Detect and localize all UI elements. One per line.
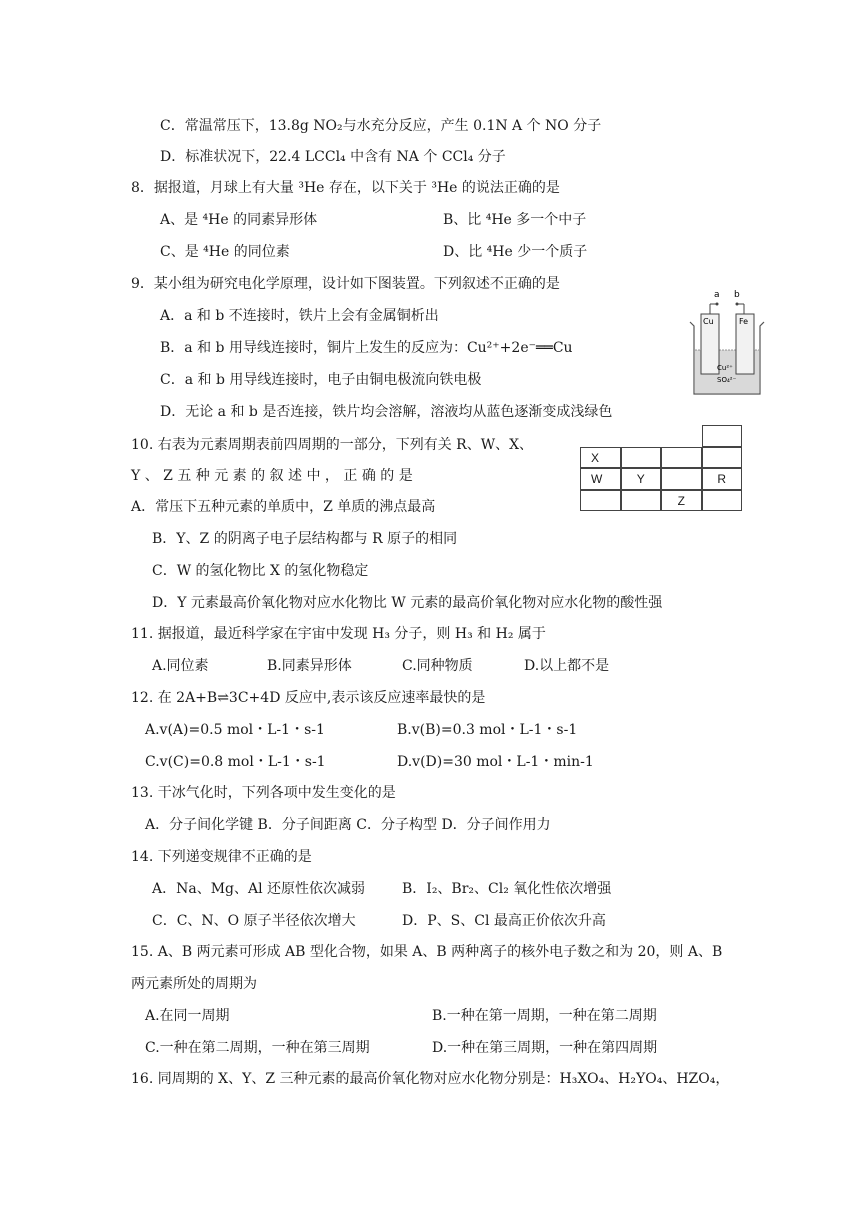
electrochemical-cell-diagram xyxy=(684,284,768,398)
q9-option-a: A．a 和 b 不连接时，铁片上会有金属铜析出 xyxy=(160,308,439,324)
q9-option-b: B．a 和 b 用导线连接时，铜片上发生的反应为：Cu²⁺+2e⁻══Cu xyxy=(160,340,573,356)
q7-option-c: C．常温常压下，13.8g NO₂与水充分反应，产生 0.1N A 个 NO 分子 xyxy=(160,118,602,134)
q8-option-b: B、比 ⁴He 多一个中子 xyxy=(443,212,587,228)
periodic-table-fragment xyxy=(580,425,742,511)
q8-option-a: A、是 ⁴He 的同素异形体 xyxy=(160,212,318,228)
q14-option-d: D．P、S、Cl 最高正价依次升高 xyxy=(402,913,606,929)
q15-option-c: C.一种在第二周期，一种在第三周期 xyxy=(145,1040,370,1056)
table-cell-w: W xyxy=(580,468,621,490)
q14-stem: 14. 下列递变规律不正确的是 xyxy=(131,849,312,865)
table-cell-empty xyxy=(580,490,621,512)
q11-option-d: D.以上都不是 xyxy=(524,658,610,674)
q13-stem: 13. 干冰气化时，下列各项中发生变化的是 xyxy=(131,785,396,801)
q10-stem-line1: 10. 右表为元素周期表前四周期的一部分，下列有关 R、W、X、 xyxy=(131,437,534,453)
table-cell-y: Y xyxy=(621,468,662,490)
q15-option-b: B.一种在第一周期，一种在第二周期 xyxy=(432,1008,657,1024)
table-cell-r: R xyxy=(702,468,743,490)
q16-stem: 16. 同周期的 X、Y、Z 三种元素的最高价氧化物对应水化物分别是：H₃XO₄、H₂YO₄、HZO₄， xyxy=(131,1071,730,1087)
table-cell-empty xyxy=(702,425,743,447)
q8-option-c: C、是 ⁴He 的同位素 xyxy=(160,244,290,260)
terminal-b-label: b xyxy=(734,290,740,300)
q10-option-a: A．常压下五种元素的单质中，Z 单质的沸点最高 xyxy=(131,499,436,515)
iron-electrode-label: Fe xyxy=(739,317,749,326)
q11-option-b: B.同素异形体 xyxy=(267,658,352,674)
q10-option-d: D．Y 元素最高价氧化物对应水化物比 W 元素的最高价氧化物对应水化物的酸性强 xyxy=(152,595,663,611)
table-cell-empty xyxy=(661,468,702,490)
q15-option-a: A.在同一周期 xyxy=(145,1008,230,1024)
table-cell-x: X xyxy=(580,447,621,469)
q15-option-d: D.一种在第三周期，一种在第四周期 xyxy=(432,1040,658,1056)
table-cell-empty xyxy=(621,447,662,469)
sulfate-ion-label: SO₄²⁻ xyxy=(717,376,737,384)
q8-stem: 8．据报道，月球上有大量 ³He 存在，以下关于 ³He 的说法正确的是 xyxy=(131,180,560,196)
table-cell-empty xyxy=(702,447,743,469)
q15-stem-line2: 两元素所处的周期为 xyxy=(131,976,257,992)
q11-stem: 11. 据报道，最近科学家在宇宙中发现 H₃ 分子，则 H₃ 和 H₂ 属于 xyxy=(131,626,546,642)
copper-electrode-label: Cu xyxy=(703,317,714,326)
q12-option-d: D.v(D)=30 mol・L-1・min-1 xyxy=(397,754,594,770)
q10-stem-line2: Y 、 Z 五 种 元 素 的 叙 述 中 ， 正 确 的 是 xyxy=(131,468,413,484)
q8-option-d: D、比 ⁴He 少一个质子 xyxy=(443,244,588,260)
q10-option-c: C．W 的氢化物比 X 的氢化物稳定 xyxy=(152,563,369,579)
q14-option-c: C．C、N、O 原子半径依次增大 xyxy=(152,913,356,929)
q9-option-d: D．无论 a 和 b 是否连接，铁片均会溶解，溶液均从蓝色逐渐变成浅绿色 xyxy=(160,404,613,420)
q12-stem: 12. 在 2A+B⇌3C+4D 反应中,表示该反应速率最快的是 xyxy=(131,690,486,706)
q7-option-d: D．标准状况下，22.4 LCCl₄ 中含有 NA 个 CCl₄ 分子 xyxy=(160,149,506,165)
q14-option-a: A．Na、Mg、Al 还原性依次减弱 xyxy=(152,881,366,897)
q9-stem: 9．某小组为研究电化学原理，设计如下图装置。下列叙述不正确的是 xyxy=(131,276,560,292)
q14-option-b: B．I₂、Br₂、Cl₂ 氧化性依次增强 xyxy=(402,881,612,897)
q12-option-b: B.v(B)=0.3 mol・L-1・s-1 xyxy=(397,722,578,738)
table-cell-empty xyxy=(621,490,662,512)
q9-option-c: C．a 和 b 用导线连接时，电子由铜电极流向铁电极 xyxy=(160,372,482,388)
q10-option-b: B．Y、Z 的阴离子电子层结构都与 R 原子的相同 xyxy=(152,531,458,547)
table-cell-empty xyxy=(702,490,743,512)
copper-ion-label: Cu²⁺ xyxy=(717,364,733,372)
q13-options: A．分子间化学键 B．分子间距离 C．分子构型 D．分子间作用力 xyxy=(145,817,551,833)
q11-option-a: A.同位素 xyxy=(152,658,209,674)
q12-option-c: C.v(C)=0.8 mol・L-1・s-1 xyxy=(145,754,326,770)
table-cell-empty xyxy=(661,447,702,469)
q12-option-a: A.v(A)=0.5 mol・L-1・s-1 xyxy=(145,722,325,738)
table-cell-z: Z xyxy=(661,490,702,512)
terminal-a-label: a xyxy=(714,290,720,300)
q11-option-c: C.同种物质 xyxy=(402,658,473,674)
q15-stem-line1: 15. A、B 两元素可形成 AB 型化合物，如果 A、B 两种离子的核外电子数之和为 20，则 A、B xyxy=(131,944,723,960)
